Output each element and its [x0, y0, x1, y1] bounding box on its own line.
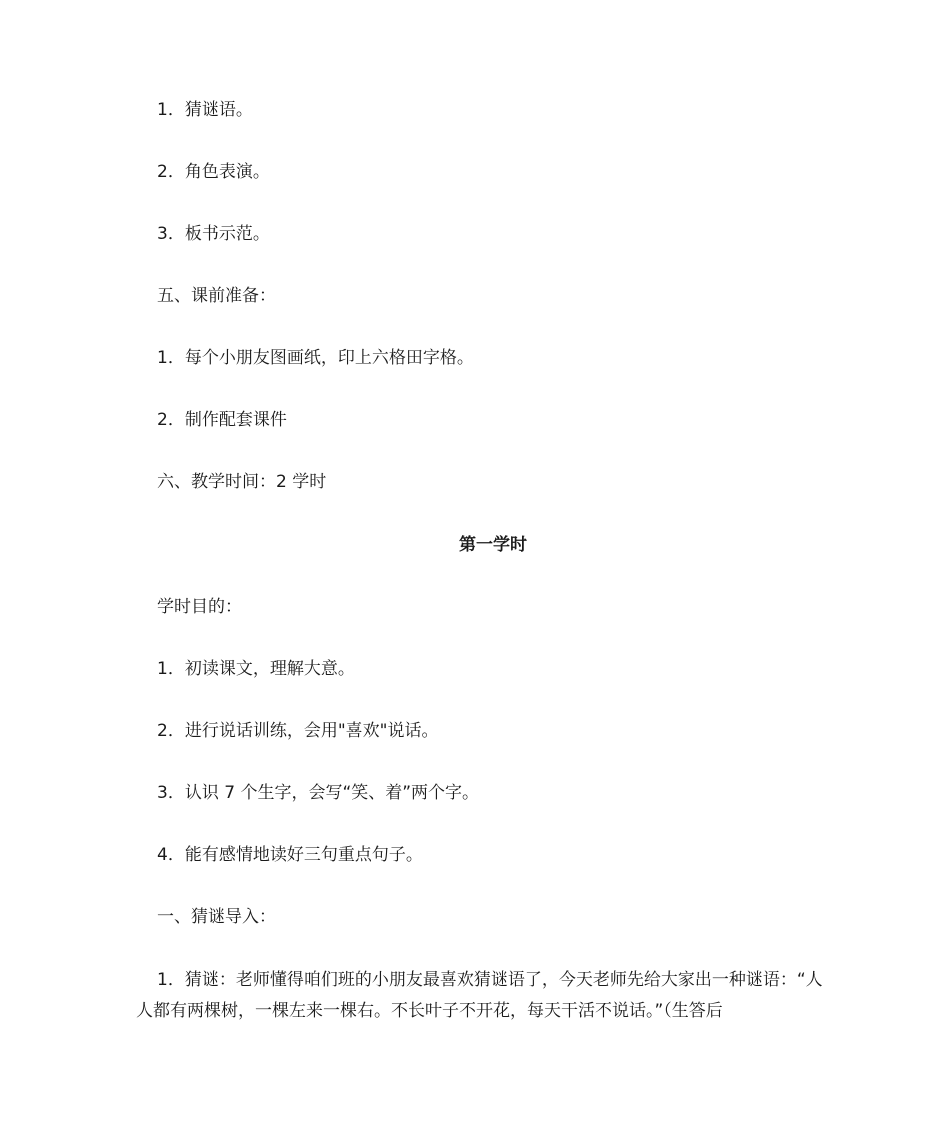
- paragraph: 1．猜谜：老师懂得咱们班的小朋友最喜欢猜谜语了，今天老师先给大家出一种谜语：“人人都有两棵树，一棵左来一棵右。不长叶子不开花，每天干活不说话。”（生答后: [136, 970, 823, 1021]
- text-line: 2．角色表演。: [157, 162, 270, 182]
- section-heading: 第一学时: [459, 535, 527, 555]
- text-line: 1．初读课文，理解大意。: [157, 659, 355, 679]
- text-line: 3．认识 7 个生字，会写“笑、着”两个字。: [157, 783, 480, 803]
- text-line: 一、猜谜导入：: [157, 907, 276, 927]
- text-line: 2．进行说话训练，会用"喜欢"说话。: [157, 721, 439, 741]
- text-line: 2．制作配套课件: [157, 410, 287, 430]
- text-line: 1．每个小朋友图画纸，印上六格田字格。: [157, 348, 474, 368]
- text-line: 六、教学时间：2 学时: [157, 472, 327, 492]
- text-line: 1．猜谜语。: [157, 100, 253, 120]
- text-line: 4．能有感情地读好三句重点句子。: [157, 845, 423, 865]
- text-line: 学时目的：: [157, 597, 242, 617]
- text-line: 3．板书示范。: [157, 224, 270, 244]
- text-line: 五、课前准备：: [157, 286, 276, 306]
